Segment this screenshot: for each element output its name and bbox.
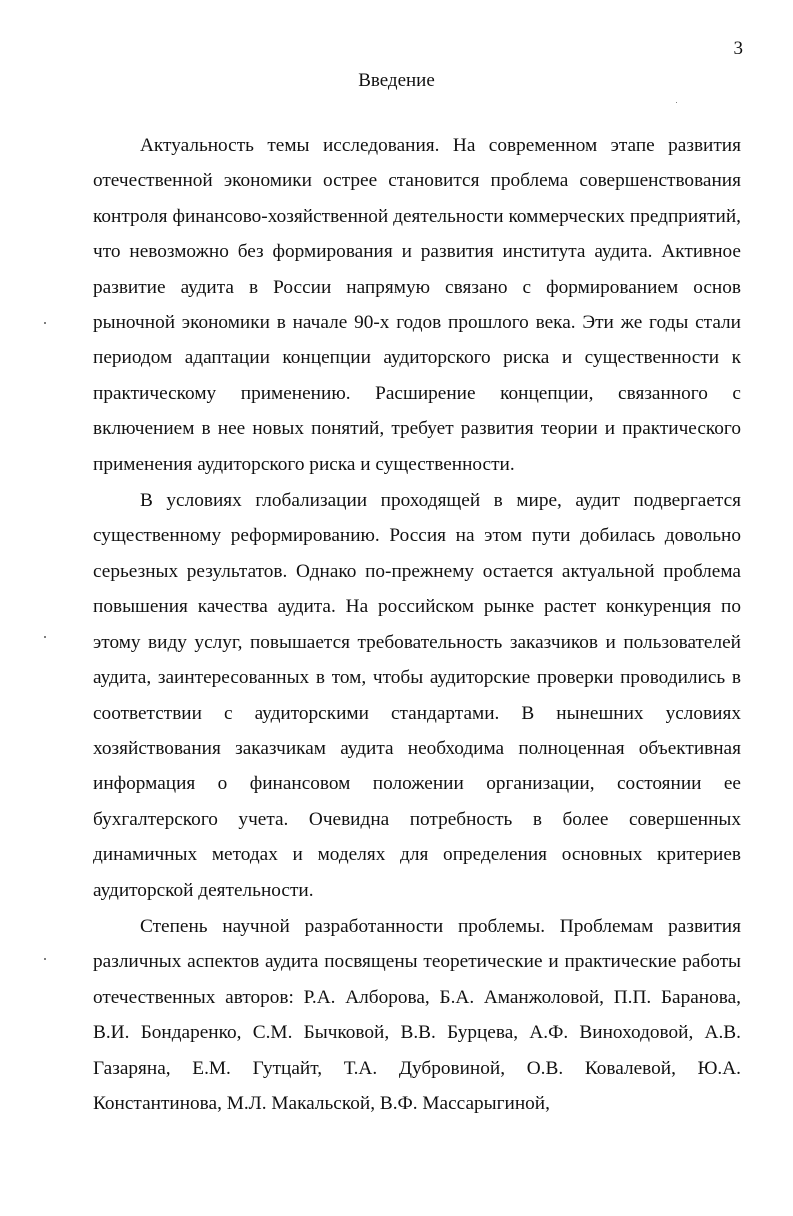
scan-speck	[44, 636, 46, 638]
scan-speck	[44, 958, 46, 960]
body-text	[93, 128, 741, 1121]
page-number: 3	[733, 38, 743, 59]
section-heading: Введение	[358, 70, 435, 91]
paragraph-research-degree: Степень научной разработанности проблемы. Проблемам развития различных аспектов аудита посвящены теоретические и практические работы отечественных авторов: Р.А. Алборова, Б.А. Аманжоловой, П.П. Баранова, В.И. Бондаренко, С.М. Бычковой, В.В. Бурцева, А.Ф. Виноходовой, А.В. Газаряна, Е.М. Гутцайт, Т.А. Дубровиной, О.В. Ковалевой, Ю.А. Константинова, М.Л. Макальской, В.Ф. Массарыгиной,	[93, 915, 741, 1114]
scan-speck	[44, 322, 46, 324]
paragraph-relevance: Актуальность темы исследования. На современном этапе развития отечественной экономики острее становится проблема совершенствования контроля финансово-хозяйственной деятельности коммерческих предприятий, что невозможно без формирования и развития института аудита. Активное развитие аудита в России напрямую связано с формированием основ рыночной экономики в начале 90-х годов прошлого века. Эти же годы стали периодом адаптации концепции аудиторского риска и существенности к практическому применению. Расширение концепции, связанного с включением в нее новых понятий, требует развития теории и практического применения аудиторского риска и существенности.	[93, 135, 741, 475]
scan-speck	[676, 102, 677, 103]
paragraph-globalization: В условиях глобализации проходящей в мире, аудит подвергается существенному реформированию. Россия на этом пути добилась довольно серьезных результатов. Однако по-прежнему остается актуальной проблема повышения качества аудита. На российском рынке растет конкуренция по этому виду услуг, повышается требовательность заказчиков и пользователей аудита, заинтересованных в том, чтобы аудиторские проверки проводились в соответствии с аудиторскими стандартами. В нынешних условиях хозяйствования заказчикам аудита необходима полноценная объективная информация о финансовом положении организации, состоянии ее бухгалтерского учета. Очевидна потребность в более совершенных динамичных методах и моделях для определения основных критериев аудиторской деятельности.	[93, 490, 741, 901]
